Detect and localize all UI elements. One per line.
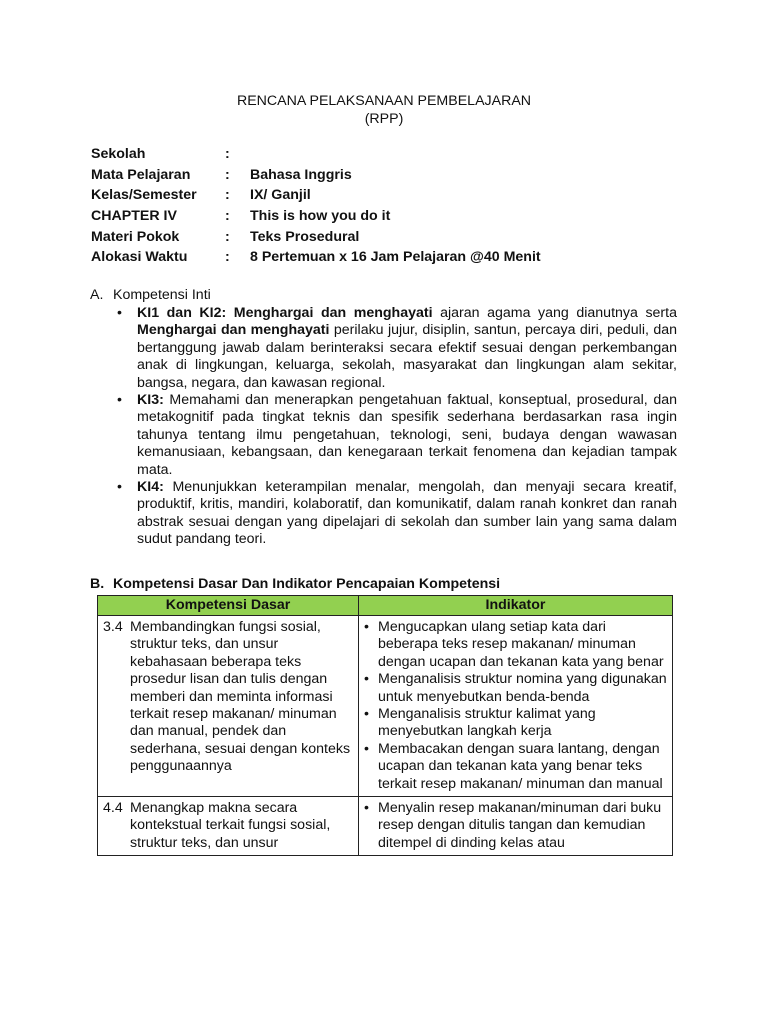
identity-row-chapter bbox=[91, 208, 691, 229]
header-indicator: Indikator bbox=[359, 596, 673, 616]
bullet-icon: • bbox=[364, 800, 369, 817]
bullet-icon: • bbox=[117, 479, 122, 496]
list-item bbox=[117, 305, 677, 392]
identity-label: Kelas/Semester bbox=[91, 187, 197, 204]
list-item bbox=[364, 671, 668, 706]
identity-colon: : bbox=[225, 166, 230, 183]
kd-cell bbox=[98, 616, 359, 797]
indicator-text: Menganalisis struktur nomina yang digunakan untuk menyebutkan benda-benda bbox=[378, 671, 667, 705]
identity-row-class bbox=[91, 187, 691, 208]
table-header-row bbox=[98, 596, 673, 616]
kd-text: Membandingkan fungsi sosial, struktur teks, dan unsur kebahasaan beberapa teks prosedur lisan dan tulis dengan memberi dan meminta informasi terkait resep makanan/ minuman dan manual, pendek dan sederhana, sesuai dengan konteks penggunaannya bbox=[130, 619, 351, 775]
bullet-icon: • bbox=[117, 305, 122, 321]
indicator-list bbox=[364, 619, 668, 793]
ki-text: Memahami dan menerapkan pengetahuan faktual, konseptual, prosedural, dan metakognitif pada tingkat teknis dan spesifik sederhana berdasarkan rasa ingin tahunya tentang ilmu pengetahuan, teknologi, seni, budaya dengan wawasan kemanusiaan, kebangsaan, dan kenegaraan terkait fenomena dan kejadian tampak mata. bbox=[137, 392, 677, 478]
identity-value: IX/ Ganjil bbox=[250, 187, 311, 204]
section-a-heading bbox=[90, 287, 211, 304]
identity-value: 8 Pertemuan x 16 Jam Pelajaran @40 Menit bbox=[250, 249, 541, 266]
identity-label: Alokasi Waktu bbox=[91, 249, 188, 266]
identity-colon: : bbox=[225, 146, 230, 162]
list-item bbox=[364, 706, 668, 741]
ki-bold: Menghargai dan menghayati bbox=[137, 322, 330, 339]
bullet-icon: • bbox=[364, 671, 369, 688]
identity-row-subject bbox=[91, 167, 691, 188]
list-item bbox=[364, 800, 668, 852]
list-item bbox=[117, 479, 677, 549]
ki-text: ajaran agama yang dianutnya serta bbox=[432, 305, 677, 321]
indicator-text: Menganalisis struktur kalimat yang menyebutkan langkah kerja bbox=[378, 706, 596, 740]
document-title: RENCANA PELAKSANAAN PEMBELAJARAN bbox=[236, 93, 532, 109]
section-b-heading bbox=[90, 576, 500, 593]
bullet-icon: • bbox=[117, 392, 122, 409]
identity-colon: : bbox=[225, 228, 230, 245]
indicator-cell bbox=[359, 616, 673, 797]
identity-block bbox=[91, 146, 691, 270]
document-subtitle: (RPP) bbox=[364, 111, 404, 127]
identity-value: Teks Prosedural bbox=[250, 228, 360, 245]
identity-label: Sekolah bbox=[91, 146, 146, 162]
section-b-title: Kompetensi Dasar Dan Indikator Pencapaian Kompetensi bbox=[113, 576, 501, 592]
indicator-text: Menyalin resep makanan/minuman dari buku resep dengan ditulis tangan dan kemudian ditempel di dinding kelas atau bbox=[378, 800, 662, 851]
identity-label: Mata Pelajaran bbox=[91, 166, 191, 183]
identity-colon: : bbox=[225, 249, 230, 266]
identity-value: This is how you do it bbox=[250, 208, 391, 225]
identity-value: Bahasa Inggris bbox=[250, 166, 352, 183]
identity-row-school bbox=[91, 146, 691, 167]
indicator-cell bbox=[359, 797, 673, 856]
indicator-text: Membacakan dengan suara lantang, dengan ucapan dan tekanan kata yang benar teks terkait resep makanan/ minuman dan manual bbox=[378, 740, 663, 792]
competence-table bbox=[97, 595, 673, 856]
identity-label: CHAPTER IV bbox=[91, 208, 177, 225]
table-row bbox=[98, 797, 673, 856]
ki-text: Menunjukkan keterampilan menalar, mengolah, dan menyaji secara kreatif, produktif, kritis, mandiri, kolaboratif, dan komunikatif, dalam ranah konkret dan ranah abstrak sesuai dengan yang dipelajari di sekolah dan sumber lain yang sama dalam sudut pandang teori. bbox=[137, 479, 677, 548]
indicator-list bbox=[364, 800, 668, 852]
indicator-text: Mengucapkan ulang setiap kata dari beberapa teks resep makanan/ minuman dengan ucapan dan tekanan kata yang benar bbox=[378, 619, 664, 670]
ki-bold: KI4: bbox=[137, 479, 164, 496]
identity-colon: : bbox=[225, 187, 230, 204]
core-competence-list bbox=[117, 305, 677, 549]
section-a-letter: A. bbox=[90, 287, 104, 303]
ki-text: perilaku jujur, disiplin, santun, percaya diri, peduli, dan bertanggung jawab dalam berinteraksi secara efektif sesuai dengan perkembangan anak di lingkungan, keluarga, sekolah, masyarakat dan lingkungan alam sekitar, bangsa, negara, dan kawasan regional. bbox=[137, 322, 677, 391]
section-a-title: Kompetensi Inti bbox=[113, 287, 211, 303]
list-item bbox=[364, 619, 668, 671]
kd-number: 4.4 bbox=[103, 800, 123, 817]
list-item bbox=[117, 392, 677, 479]
header-basic-competence: Kompetensi Dasar bbox=[98, 596, 359, 616]
bullet-icon: • bbox=[364, 740, 369, 757]
table-row bbox=[98, 616, 673, 797]
bullet-icon: • bbox=[364, 706, 369, 723]
identity-colon: : bbox=[225, 208, 230, 225]
list-item bbox=[364, 741, 668, 793]
identity-label: Materi Pokok bbox=[91, 228, 180, 245]
kd-number: 3.4 bbox=[103, 619, 123, 635]
section-b-letter: B. bbox=[90, 576, 105, 592]
identity-row-topic bbox=[91, 229, 691, 250]
identity-row-time bbox=[91, 249, 691, 270]
bullet-icon: • bbox=[364, 619, 369, 635]
ki-bold: KI1 dan KI2: Menghargai dan menghayati bbox=[137, 305, 433, 321]
ki-bold: KI3: bbox=[137, 392, 164, 409]
kd-cell bbox=[98, 797, 359, 856]
kd-text: Menangkap makna secara kontekstual terkait fungsi sosial, struktur teks, dan unsur bbox=[130, 800, 331, 851]
